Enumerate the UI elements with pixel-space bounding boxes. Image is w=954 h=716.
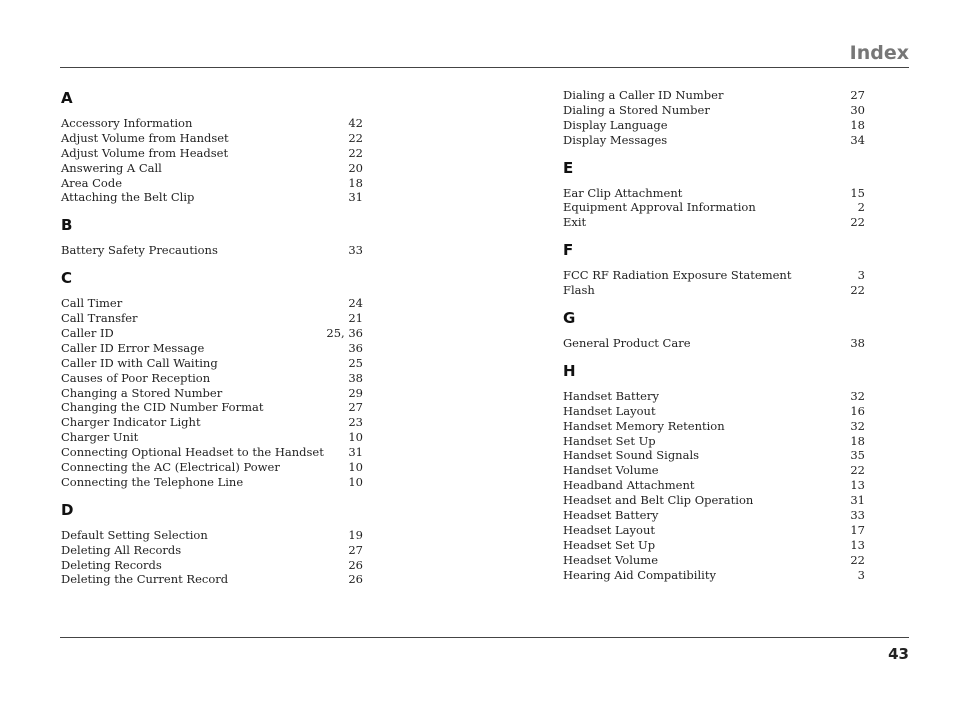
entry-list <box>563 88 865 148</box>
entry-page-number: 22 <box>348 130 363 145</box>
entry-page-number: 27 <box>850 88 865 102</box>
entry-label: Changing the CID Number Format <box>61 400 264 415</box>
entry-list <box>563 389 865 583</box>
entry-page-number: 22 <box>850 463 865 478</box>
entry-page-number: 27 <box>348 400 363 415</box>
entry-page-number: 22 <box>850 215 865 230</box>
entry-label: Headset Layout <box>563 522 655 537</box>
index-entry <box>61 371 363 386</box>
index-entry <box>563 103 865 118</box>
entry-list <box>61 116 363 205</box>
index-entry <box>563 215 865 230</box>
section-letter: G <box>563 309 576 328</box>
entry-label: Handset Volume <box>563 463 659 478</box>
entry-label: Headset and Belt Clip Operation <box>563 493 754 508</box>
index-entry <box>61 190 363 205</box>
entry-page-number: 22 <box>348 145 363 160</box>
entry-label: Caller ID with Call Waiting <box>61 355 218 370</box>
entry-page-number: 17 <box>850 522 865 537</box>
index-entry <box>61 356 363 371</box>
entry-label: Deleting the Current Record <box>61 572 229 587</box>
index-section <box>61 268 363 490</box>
entry-page-number: 22 <box>850 283 865 298</box>
entry-label: Display Language <box>563 117 668 132</box>
section-letter: E <box>563 158 574 177</box>
entry-page-number: 34 <box>850 132 865 147</box>
entry-page-number: 42 <box>348 116 363 130</box>
entry-label: Connecting the AC (Electrical) Power <box>61 460 280 475</box>
entry-label: Display Messages <box>563 132 668 147</box>
entry-page-number: 18 <box>850 433 865 448</box>
section-letter: A <box>61 89 73 107</box>
entry-page-number: 3 <box>857 268 865 283</box>
entry-page-number: 16 <box>850 403 865 418</box>
index-entry <box>61 400 363 415</box>
entry-label: Adjust Volume from Handset <box>61 130 229 145</box>
index-entry <box>563 133 865 148</box>
index-entry <box>61 415 363 430</box>
section-letter: D <box>61 500 74 519</box>
entry-label: Handset Sound Signals <box>563 448 700 463</box>
index-entry <box>61 311 363 326</box>
entry-label: Default Setting Selection <box>61 527 208 542</box>
section-letter: B <box>61 216 73 235</box>
page-title: Index <box>849 42 909 64</box>
index-section <box>61 500 363 588</box>
index-entry <box>563 523 865 538</box>
index-entry <box>563 200 865 215</box>
entry-page-number: 20 <box>348 160 363 175</box>
entry-page-number: 25 <box>348 355 363 370</box>
index-entry <box>61 116 363 131</box>
index-entry <box>61 161 363 176</box>
entry-label: Charger Indicator Light <box>61 415 201 430</box>
entry-label: Handset Memory Retention <box>563 418 725 433</box>
entry-page-number: 32 <box>850 418 865 433</box>
index-entry <box>61 475 363 490</box>
index-entry <box>61 558 363 573</box>
index-entry <box>563 389 865 404</box>
entry-page-number: 31 <box>348 190 363 205</box>
entry-list <box>563 268 865 298</box>
section-letter: H <box>563 361 576 380</box>
index-section <box>563 88 865 148</box>
entry-page-number: 22 <box>850 552 865 567</box>
entry-label: Headset Volume <box>563 552 659 567</box>
entry-list <box>563 336 865 351</box>
entry-label: FCC RF Radiation Exposure Statement <box>563 268 792 283</box>
index-entry <box>563 538 865 553</box>
entry-page-number: 38 <box>348 370 363 385</box>
header-rule <box>60 67 909 68</box>
entry-label: Handset Set Up <box>563 433 656 448</box>
entry-label: Charger Unit <box>61 430 139 445</box>
entry-label: Headset Set Up <box>563 537 656 552</box>
entry-list <box>563 186 865 231</box>
index-section <box>61 88 363 205</box>
index-section <box>563 240 865 298</box>
index-section <box>563 308 865 351</box>
entry-label: Adjust Volume from Headset <box>61 145 229 160</box>
entry-list <box>61 243 363 258</box>
entry-label: Dialing a Stored Number <box>563 102 710 117</box>
entry-label: Call Timer <box>61 296 123 311</box>
entry-page-number: 23 <box>348 415 363 430</box>
index-entry <box>61 176 363 191</box>
entry-label: Hearing Aid Compatibility <box>563 567 716 582</box>
entry-page-number: 31 <box>850 493 865 508</box>
entry-label: Flash <box>563 283 595 298</box>
index-section <box>563 361 865 583</box>
index-entry <box>61 326 363 341</box>
entry-label: Call Transfer <box>61 311 138 326</box>
index-entry <box>61 243 363 258</box>
index-entry <box>563 419 865 434</box>
index-section <box>61 215 363 258</box>
entry-page-number: 32 <box>850 388 865 403</box>
index-entry <box>61 460 363 475</box>
entry-label: Caller ID <box>61 326 114 341</box>
entry-page-number: 19 <box>348 527 363 542</box>
index-entry <box>563 336 865 351</box>
footer-rule <box>60 637 909 638</box>
index-entry <box>563 118 865 133</box>
page-number: 43 <box>888 645 909 663</box>
entry-page-number: 3 <box>857 567 865 582</box>
index-entry <box>563 508 865 523</box>
entry-label: Deleting Records <box>61 557 162 572</box>
index-entry <box>563 568 865 583</box>
entry-page-number: 29 <box>348 385 363 400</box>
entry-label: Headset Battery <box>563 508 659 523</box>
entry-list <box>61 296 363 490</box>
index-entry <box>61 430 363 445</box>
entry-label: Caller ID Error Message <box>61 340 205 355</box>
index-entry <box>563 478 865 493</box>
entry-page-number: 26 <box>348 557 363 572</box>
entry-page-number: 36 <box>348 340 363 355</box>
index-column-left <box>61 88 363 597</box>
entry-page-number: 10 <box>348 474 363 489</box>
entry-label: Dialing a Caller ID Number <box>563 88 724 102</box>
index-entry <box>563 283 865 298</box>
entry-label: Area Code <box>61 175 123 190</box>
entry-page-number: 27 <box>348 542 363 557</box>
entry-page-number: 18 <box>850 117 865 132</box>
entry-page-number: 10 <box>348 460 363 475</box>
index-section <box>563 158 865 231</box>
entry-label: Equipment Approval Information <box>563 200 756 215</box>
index-entry <box>563 268 865 283</box>
entry-label: Causes of Poor Reception <box>61 370 211 385</box>
entry-label: Connecting Optional Headset to the Handset <box>61 445 324 460</box>
entry-page-number: 38 <box>850 336 865 351</box>
index-entry <box>61 528 363 543</box>
index-column-right <box>563 88 865 592</box>
section-letter: F <box>563 241 574 260</box>
entry-page-number: 33 <box>850 508 865 523</box>
entry-label: Accessory Information <box>61 116 193 130</box>
index-entry <box>563 448 865 463</box>
section-letter: C <box>61 269 73 288</box>
entry-list <box>61 528 363 588</box>
entry-label: Handset Battery <box>563 388 659 403</box>
entry-label: Handset Layout <box>563 403 656 418</box>
entry-label: General Product Care <box>563 336 691 351</box>
index-entry <box>61 341 363 356</box>
entry-label: Battery Safety Precautions <box>61 243 218 258</box>
index-entry <box>563 88 865 103</box>
index-entry <box>61 445 363 460</box>
entry-page-number: 10 <box>348 430 363 445</box>
index-entry <box>61 543 363 558</box>
entry-label: Attaching the Belt Clip <box>61 190 195 205</box>
entry-page-number: 13 <box>850 537 865 552</box>
index-entry <box>61 146 363 161</box>
entry-page-number: 15 <box>850 185 865 200</box>
index-entry <box>61 296 363 311</box>
entry-page-number: 24 <box>348 296 363 311</box>
entry-page-number: 13 <box>850 478 865 493</box>
index-entry <box>563 463 865 478</box>
index-entry <box>563 493 865 508</box>
index-entry <box>563 186 865 201</box>
index-entry <box>563 404 865 419</box>
entry-page-number: 30 <box>850 102 865 117</box>
index-entry <box>563 553 865 568</box>
index-entry <box>61 572 363 587</box>
index-entry <box>61 386 363 401</box>
index-entry <box>563 434 865 449</box>
entry-label: Changing a Stored Number <box>61 385 223 400</box>
entry-label: Answering A Call <box>61 160 162 175</box>
entry-page-number: 18 <box>348 175 363 190</box>
entry-page-number: 2 <box>857 200 865 215</box>
entry-label: Connecting the Telephone Line <box>61 474 244 489</box>
entry-page-number: 33 <box>348 243 363 258</box>
entry-page-number: 26 <box>348 572 363 587</box>
entry-page-number: 35 <box>850 448 865 463</box>
entry-page-number: 31 <box>348 445 363 460</box>
entry-label: Deleting All Records <box>61 542 182 557</box>
index-entry <box>61 131 363 146</box>
entry-label: Ear Clip Attachment <box>563 185 683 200</box>
entry-label: Headband Attachment <box>563 478 695 493</box>
entry-page-number: 25, 36 <box>326 326 363 341</box>
entry-label: Exit <box>563 215 587 230</box>
entry-page-number: 21 <box>348 311 363 326</box>
